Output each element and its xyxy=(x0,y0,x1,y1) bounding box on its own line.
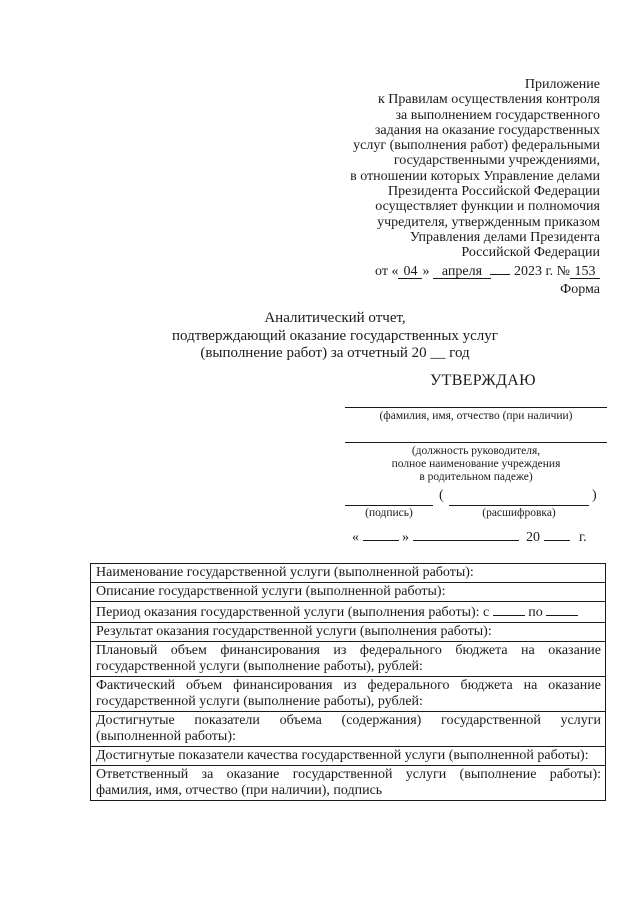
table-row xyxy=(91,642,605,677)
position-rule xyxy=(345,442,607,443)
signature-rule xyxy=(345,505,433,506)
table-row xyxy=(91,747,605,766)
report-title-line: Аналитический отчет, xyxy=(264,310,406,326)
row-text: по xyxy=(528,605,543,620)
appendix-line: задания на оказание государственных xyxy=(374,122,600,138)
date-month-blank xyxy=(413,528,519,541)
report-table xyxy=(90,563,606,801)
table-row xyxy=(91,564,605,583)
order-day: 04 xyxy=(398,265,422,279)
position-caption-line: полное наименование учреждения xyxy=(391,458,561,470)
appendix-line: за выполнением государственного xyxy=(395,107,600,123)
signature-row xyxy=(345,488,607,522)
date-year-blank xyxy=(544,528,570,541)
period-to-blank xyxy=(546,603,578,616)
date-open-quote: « xyxy=(352,530,359,545)
fio-caption: (фамилия, имя, отчество (при наличии) xyxy=(379,410,573,422)
table-row xyxy=(91,677,605,712)
appendix-line: к Правилам осуществления контроля xyxy=(377,92,600,108)
appendix-line: Управления делами Президента xyxy=(409,229,600,245)
order-year: 2023 г. № xyxy=(513,263,570,279)
order-number: 153 xyxy=(570,265,600,279)
approve-heading: УТВЕРЖДАЮ xyxy=(430,372,536,389)
approval-date xyxy=(352,528,604,546)
decoding-caption: (расшифровка) xyxy=(482,507,556,519)
report-title xyxy=(140,310,530,363)
appendix-header xyxy=(350,77,600,279)
position-field xyxy=(345,442,607,484)
position-caption-line: в родительном падеже) xyxy=(419,471,533,483)
row-text: Достигнутые показатели качества государственной услуги (выполненной работы): xyxy=(96,748,589,763)
signature-caption: (подпись) xyxy=(365,507,413,519)
row-text: Достигнутые показатели объема (содержания) государственной услуги (выполненной работы): xyxy=(96,713,601,744)
order-prefix: от « xyxy=(375,263,399,279)
order-reference xyxy=(350,264,600,279)
date-day-blank xyxy=(363,528,399,541)
report-title-line: (выполнение работ) за отчетный 20 __ год xyxy=(200,345,470,361)
row-text: Плановый объем финансирования из федерального бюджета на оказание государственной услуги (выполнение работы), рублей: xyxy=(96,643,601,674)
decoding-rule xyxy=(449,505,589,506)
table-row xyxy=(91,623,605,642)
row-text: Фактический объем финансирования из федерального бюджета на оказание государственной услуги (выполнение работы), рублей: xyxy=(96,678,601,709)
decoding-open-paren: ( xyxy=(439,488,444,503)
form-label: Форма xyxy=(560,282,600,297)
table-row xyxy=(91,602,605,623)
appendix-line: услуг (выполнения работ) федеральными xyxy=(353,138,600,154)
appendix-line: Российской Федерации xyxy=(461,245,600,261)
fio-rule xyxy=(345,407,607,408)
appendix-line: Приложение xyxy=(524,77,600,92)
row-text: Результат оказания государственной услуги (выполнения работы): xyxy=(96,624,492,639)
appendix-line: в отношении которых Управление делами xyxy=(350,168,600,184)
date-close-quote: » xyxy=(402,530,409,545)
order-month: апреля xyxy=(433,265,491,279)
table-row xyxy=(91,712,605,747)
table-row xyxy=(91,583,605,602)
position-caption-line: (должность руководителя, xyxy=(411,445,541,457)
appendix-line: государственными учреждениями, xyxy=(393,153,600,169)
appendix-line: осуществляет функции и полномочия xyxy=(375,199,600,215)
date-century: 20 xyxy=(526,530,540,545)
decoding-close-paren: ) xyxy=(592,488,597,503)
fio-field xyxy=(345,407,607,423)
row-text: Наименование государственной услуги (выполненной работы): xyxy=(96,565,474,580)
report-title-line: подтверждающий оказание государственных услуг xyxy=(172,327,498,344)
order-month-tail-rule xyxy=(490,274,510,275)
row-text: Описание государственной услуги (выполненной работы): xyxy=(96,584,446,599)
period-from-blank xyxy=(493,603,525,616)
order-mid: » xyxy=(422,263,430,279)
row-text: Период оказания государственной услуги (выполнения работы): с xyxy=(96,605,490,620)
date-year-suffix: г. xyxy=(579,530,587,545)
table-row xyxy=(91,766,605,800)
appendix-line: учредителя, утвержденным приказом xyxy=(377,214,600,230)
row-text: Ответственный за оказание государственной услуги (выполнение работы): фамилия, имя, отчество (при наличии), подпись xyxy=(96,767,601,798)
appendix-line: Президента Российской Федерации xyxy=(388,184,600,200)
